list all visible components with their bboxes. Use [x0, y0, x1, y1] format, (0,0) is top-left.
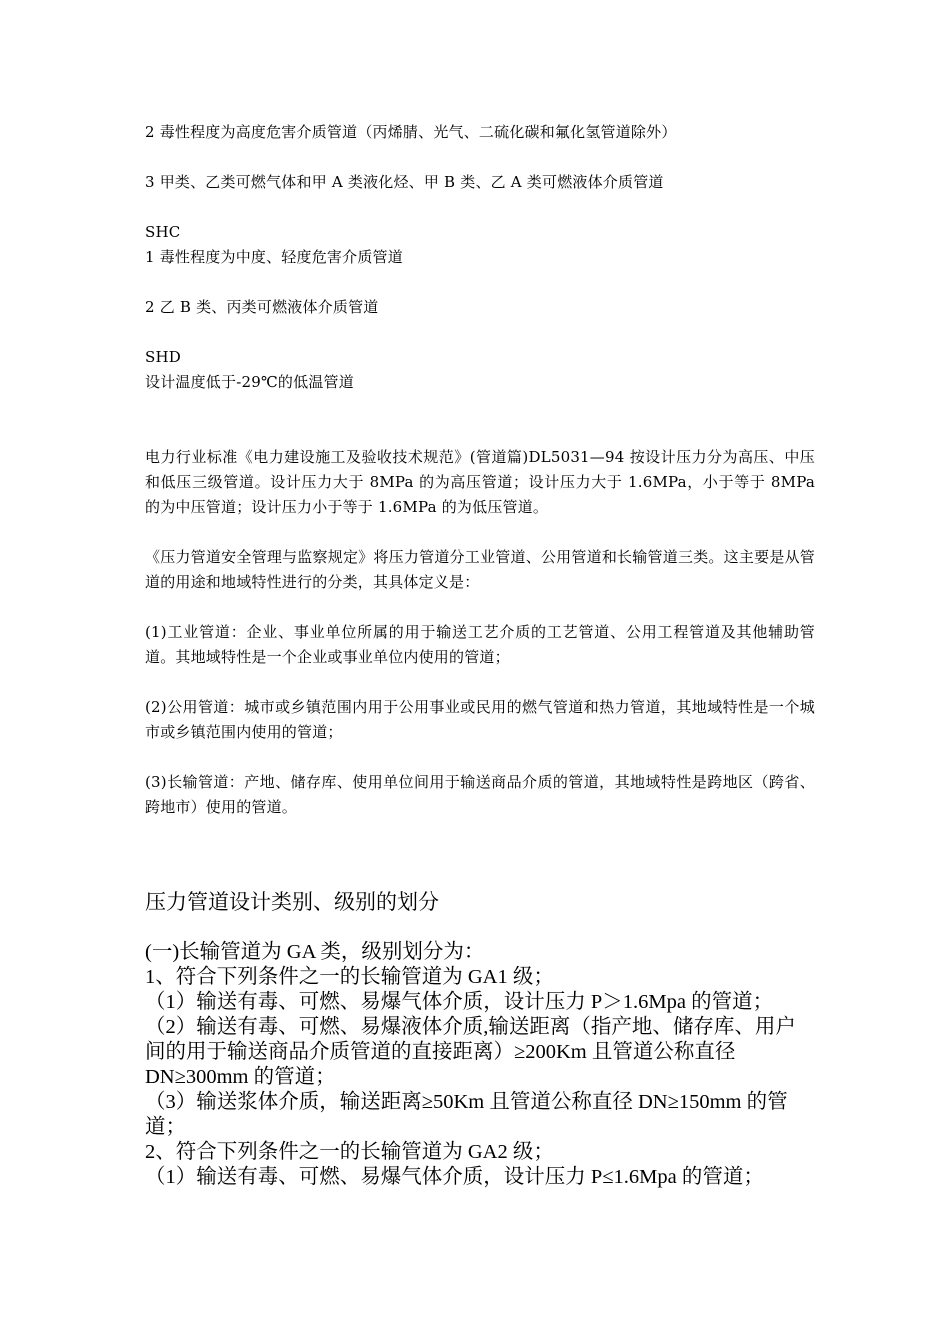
spacer [145, 820, 815, 890]
industrial-pipeline-paragraph: (1)工业管道：企业、事业单位所属的用于输送工艺介质的工艺管道、公用工程管道及其他辅助管道。其地域特性是一个企业或事业单位内使用的管道； [145, 623, 815, 666]
shb-item-3: 3 甲类、乙类可燃气体和甲 A 类液化烃、甲 B 类、乙 A 类可燃液体介质管道 [145, 173, 664, 191]
spacer [145, 520, 815, 545]
spacer [145, 670, 815, 695]
ga1-item-2: （2）输送有毒、可燃、易爆液体介质,输送距离（指产地、储存库、用户间的用于输送商品介质管道的直接距离）≥200Km 且管道公称直径 DN≥300mm 的管道； [145, 1016, 796, 1088]
spacer [145, 595, 815, 620]
spacer [145, 195, 815, 220]
shd-item-1: 设计温度低于-29℃的低温管道 [145, 373, 354, 391]
shb-item-2: 2 毒性程度为高度危害介质管道（丙烯腈、光气、二硫化碳和氟化氢管道除外） [145, 123, 677, 141]
shc-code: SHC [145, 223, 181, 241]
long-distance-pipeline-paragraph: (3)长输管道：产地、储存库、使用单位间用于输送商品介质的管道，其地域特性是跨地区（跨省、跨地市）使用的管道。 [145, 773, 815, 816]
ga1-item-1: （1）输送有毒、可燃、易爆气体介质，设计压力 P＞1.6Mpa 的管道； [145, 991, 774, 1013]
spacer [145, 320, 815, 345]
spacer [145, 745, 815, 770]
spacer [145, 420, 815, 445]
shd-code: SHD [145, 348, 181, 366]
ga1-heading: 1、符合下列条件之一的长输管道为 GA1 级； [145, 966, 554, 988]
power-standard-paragraph: 电力行业标准《电力建设施工及验收技术规范》(管道篇)DL5031—94 按设计压力分为高压、中压和低压三级管道。设计压力大于 8MPa 的为高压管道；设计压力大于 1.6MPa，小于等于 8MPa 的为中压管道；设计压力小于等于 1.6MPa 的为低压管道。 [145, 448, 815, 516]
shc-item-2: 2 乙 B 类、丙类可燃液体介质管道 [145, 298, 379, 316]
spacer [145, 270, 815, 295]
spacer [145, 395, 815, 420]
ga-intro: (一)长输管道为 GA 类，级别划分为： [145, 941, 485, 963]
ga1-item-3: （3）输送浆体介质，输送距离≥50Km 且管道公称直径 DN≥150mm 的管道； [145, 1091, 788, 1138]
public-pipeline-paragraph: (2)公用管道：城市或乡镇范围内用于公用事业或民用的燃气管道和热力管道，其地域特性是一个城市或乡镇范围内使用的管道； [145, 698, 815, 741]
ga2-heading: 2、符合下列条件之一的长输管道为 GA2 级； [145, 1141, 554, 1163]
regulation-paragraph: 《压力管道安全管理与监察规定》将压力管道分工业管道、公用管道和长输管道三类。这主要是从管道的用途和地域特性进行的分类，其具体定义是： [145, 548, 815, 591]
shc-item-1: 1 毒性程度为中度、轻度危害介质管道 [145, 248, 403, 266]
document-page [145, 120, 815, 1190]
spacer [145, 915, 815, 940]
section-title: 压力管道设计类别、级别的划分 [145, 890, 439, 914]
ga2-item-1: （1）输送有毒、可燃、易爆气体介质，设计压力 P≤1.6Mpa 的管道； [145, 1166, 764, 1188]
spacer [145, 145, 815, 170]
